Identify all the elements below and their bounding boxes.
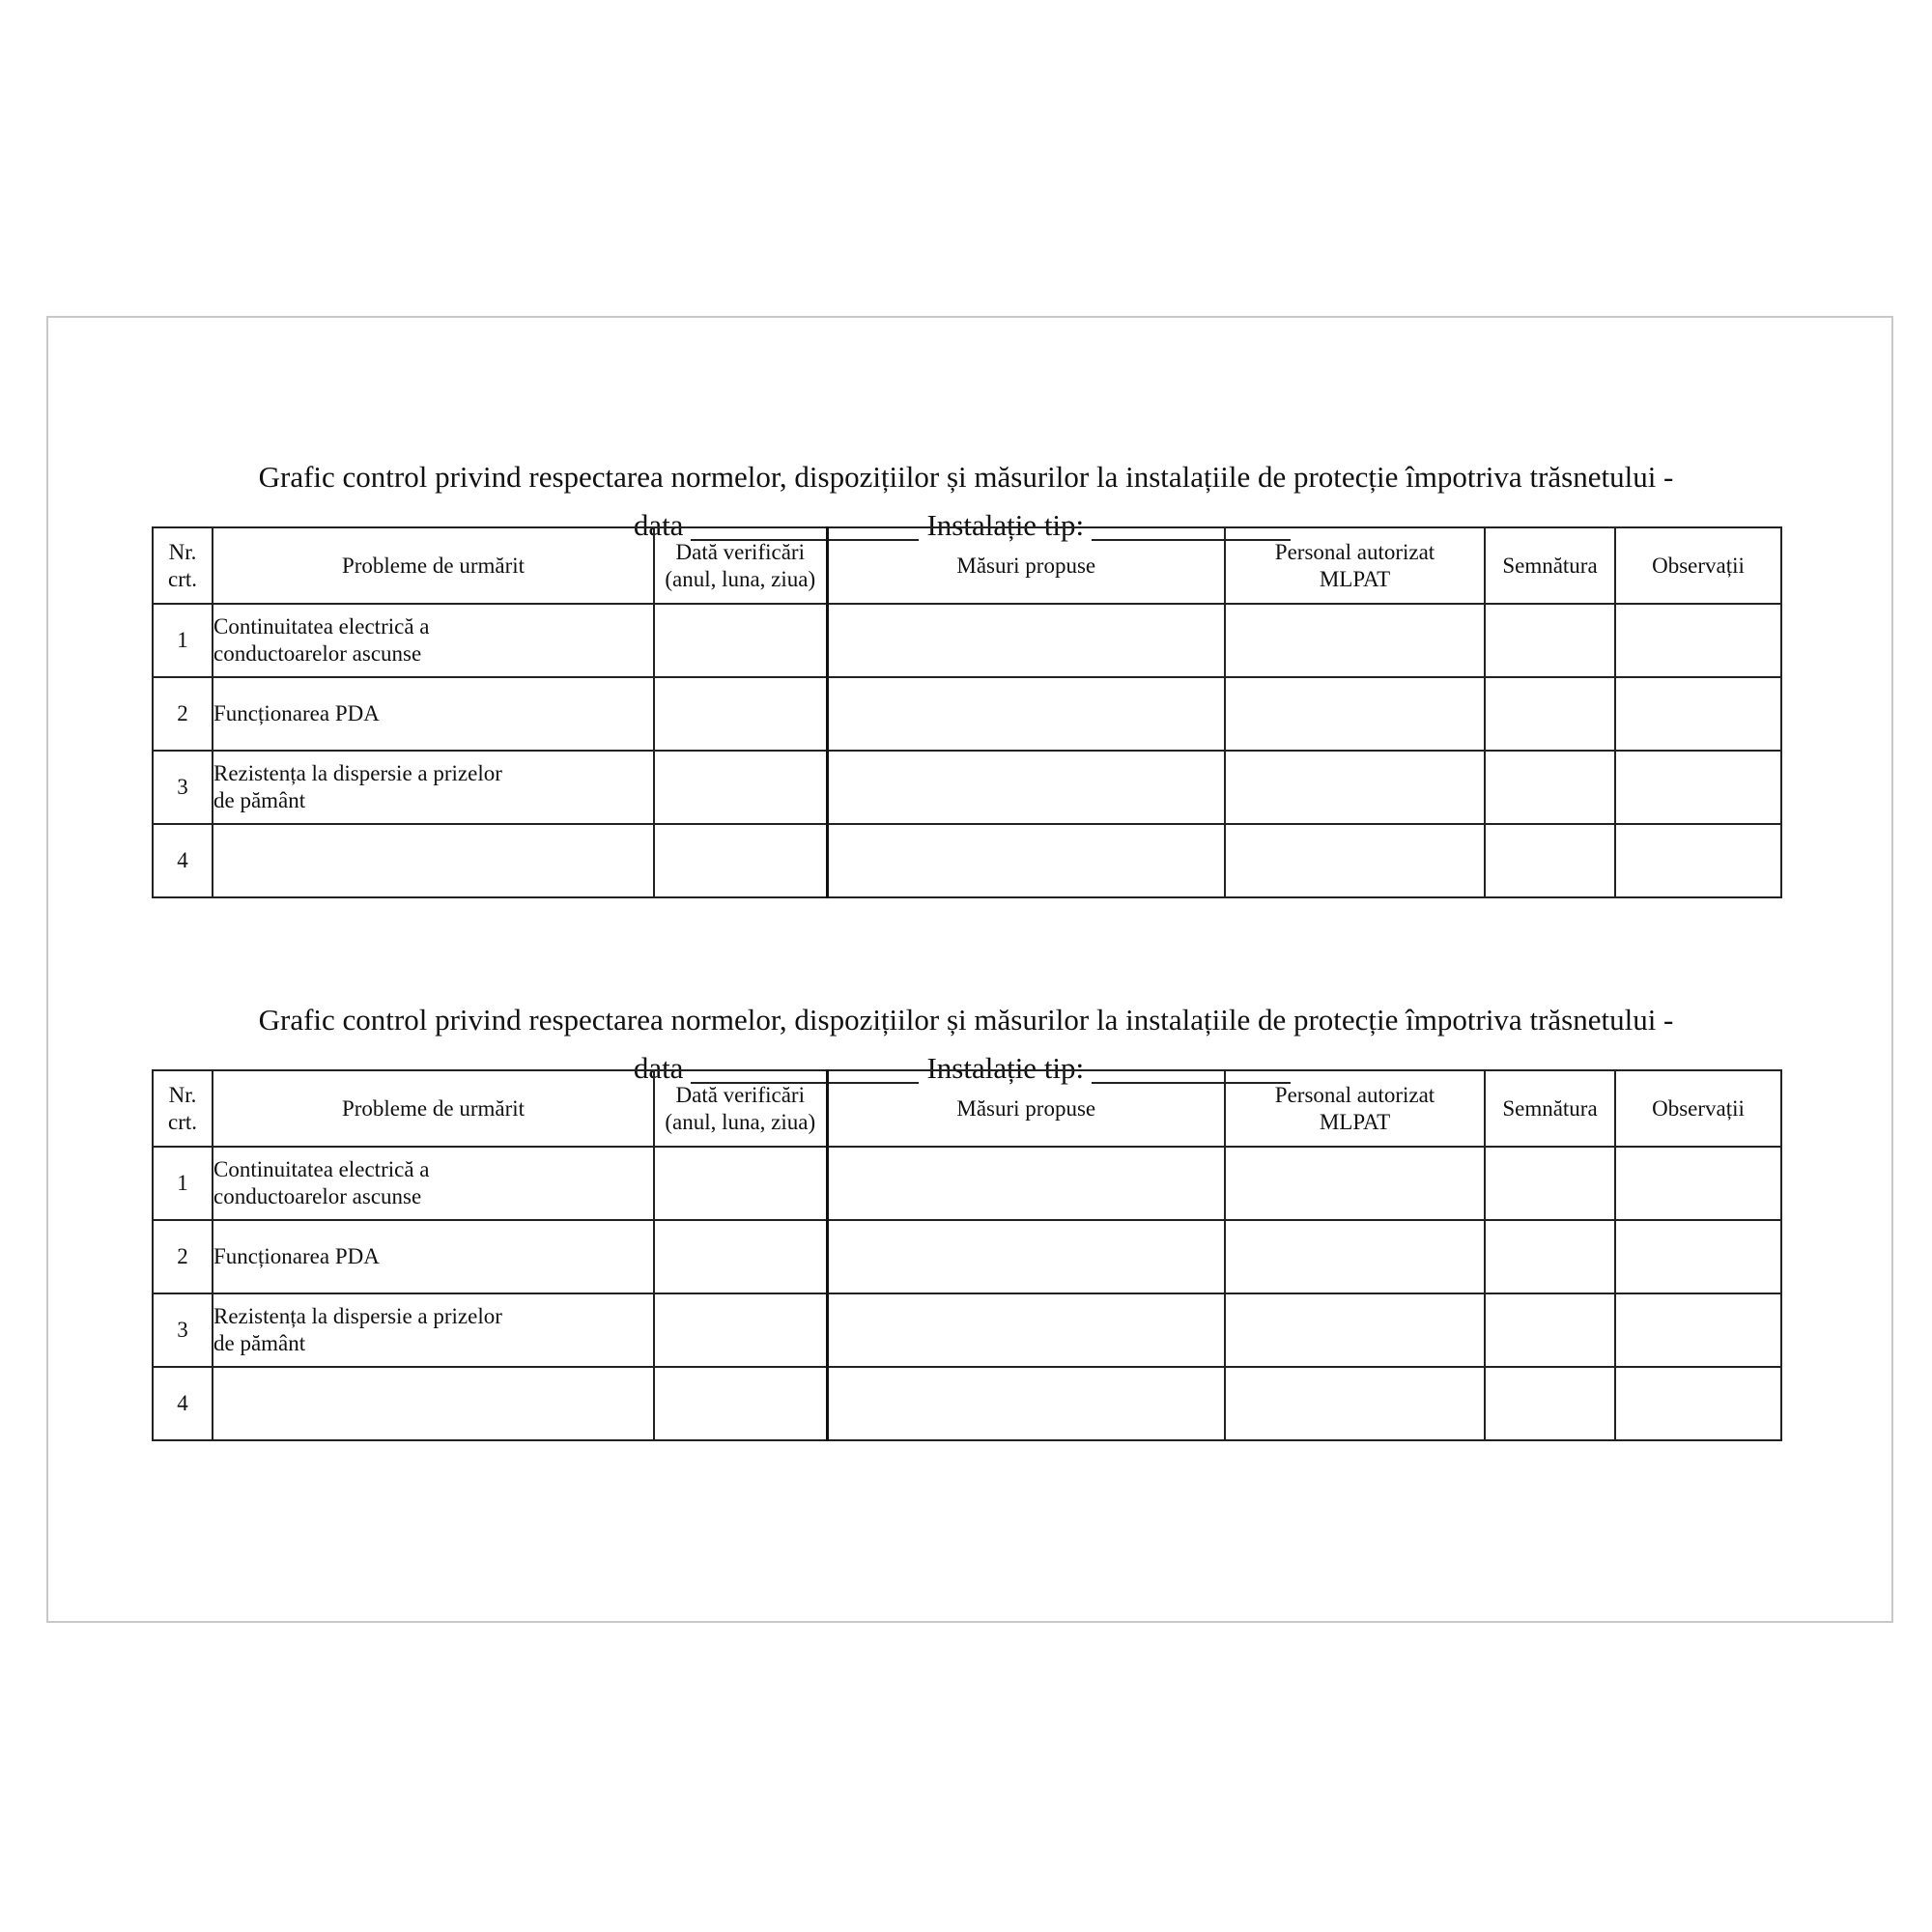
check-date-cell[interactable] bbox=[654, 1293, 827, 1367]
row-number: 4 bbox=[153, 1367, 213, 1440]
check-date-cell[interactable] bbox=[654, 1367, 827, 1440]
column-header-problems: Probleme de urmărit bbox=[213, 1070, 654, 1147]
problem-cell: Rezistența la dispersie a prizelor de pământ bbox=[213, 751, 654, 824]
signature-cell[interactable] bbox=[1485, 751, 1615, 824]
form-title: Grafic control privind respectarea normelor, dispozițiilor și măsurilor la instalațiile de protecție împotriva trăsnetului - bbox=[258, 1003, 1674, 1037]
measures-cell[interactable] bbox=[827, 677, 1225, 751]
personnel-cell[interactable] bbox=[1225, 604, 1485, 677]
measures-cell[interactable] bbox=[827, 1367, 1225, 1440]
row-number: 3 bbox=[153, 1293, 213, 1367]
measures-cell[interactable] bbox=[827, 824, 1225, 897]
signature-cell[interactable] bbox=[1485, 824, 1615, 897]
observations-cell[interactable] bbox=[1615, 1367, 1781, 1440]
control-table bbox=[152, 1069, 1782, 1441]
signature-cell[interactable] bbox=[1485, 1147, 1615, 1220]
table-row bbox=[153, 751, 1781, 824]
column-header-observations: Observații bbox=[1615, 527, 1781, 604]
row-number: 2 bbox=[153, 677, 213, 751]
signature-cell[interactable] bbox=[1485, 1293, 1615, 1367]
check-date-cell[interactable] bbox=[654, 1220, 827, 1293]
column-header-signature: Semnătura bbox=[1485, 1070, 1615, 1147]
personnel-cell[interactable] bbox=[1225, 1147, 1485, 1220]
measures-cell[interactable] bbox=[827, 1220, 1225, 1293]
signature-cell[interactable] bbox=[1485, 677, 1615, 751]
signature-cell[interactable] bbox=[1485, 604, 1615, 677]
personnel-cell[interactable] bbox=[1225, 1293, 1485, 1367]
observations-cell[interactable] bbox=[1615, 604, 1781, 677]
problem-cell[interactable] bbox=[213, 824, 654, 897]
personnel-cell[interactable] bbox=[1225, 1367, 1485, 1440]
personnel-cell[interactable] bbox=[1225, 824, 1485, 897]
problem-cell[interactable] bbox=[213, 1367, 654, 1440]
column-header-signature: Semnătura bbox=[1485, 527, 1615, 604]
row-number: 1 bbox=[153, 1147, 213, 1220]
check-date-cell[interactable] bbox=[654, 824, 827, 897]
table-row bbox=[153, 1367, 1781, 1440]
table-row bbox=[153, 1293, 1781, 1367]
check-date-cell[interactable] bbox=[654, 751, 827, 824]
observations-cell[interactable] bbox=[1615, 751, 1781, 824]
table-row bbox=[153, 1147, 1781, 1220]
observations-cell[interactable] bbox=[1615, 1293, 1781, 1367]
column-header-nr: Nr. crt. bbox=[153, 1070, 213, 1147]
table-header-row bbox=[153, 527, 1781, 604]
measures-cell[interactable] bbox=[827, 1147, 1225, 1220]
column-header-observations: Observații bbox=[1615, 1070, 1781, 1147]
row-number: 4 bbox=[153, 824, 213, 897]
date-label: data bbox=[633, 508, 684, 542]
personnel-cell[interactable] bbox=[1225, 751, 1485, 824]
observations-cell[interactable] bbox=[1615, 1147, 1781, 1220]
measures-cell[interactable] bbox=[827, 1293, 1225, 1367]
table-row bbox=[153, 1220, 1781, 1293]
row-number: 2 bbox=[153, 1220, 213, 1293]
table-header-row bbox=[153, 1070, 1781, 1147]
measures-cell[interactable] bbox=[827, 604, 1225, 677]
measures-cell[interactable] bbox=[827, 751, 1225, 824]
check-date-cell[interactable] bbox=[654, 677, 827, 751]
personnel-cell[interactable] bbox=[1225, 1220, 1485, 1293]
problem-cell: Continuitatea electrică a conductoarelor ascunse bbox=[213, 1147, 654, 1220]
column-header-personnel: Personal autorizat MLPAT bbox=[1225, 1070, 1485, 1147]
column-header-check-date: Dată verificări (anul, luna, ziua) bbox=[654, 527, 827, 604]
observations-cell[interactable] bbox=[1615, 1220, 1781, 1293]
observations-cell[interactable] bbox=[1615, 824, 1781, 897]
installation-type-label: Instalație tip: bbox=[926, 1051, 1085, 1085]
column-header-measures: Măsuri propuse bbox=[827, 527, 1225, 604]
signature-cell[interactable] bbox=[1485, 1220, 1615, 1293]
column-header-measures: Măsuri propuse bbox=[827, 1070, 1225, 1147]
table-row bbox=[153, 824, 1781, 897]
date-label: data bbox=[633, 1051, 684, 1085]
signature-cell[interactable] bbox=[1485, 1367, 1615, 1440]
personnel-cell[interactable] bbox=[1225, 677, 1485, 751]
row-number: 3 bbox=[153, 751, 213, 824]
check-date-cell[interactable] bbox=[654, 604, 827, 677]
column-header-personnel: Personal autorizat MLPAT bbox=[1225, 527, 1485, 604]
problem-cell: Continuitatea electrică a conductoarelor ascunse bbox=[213, 604, 654, 677]
problem-cell: Funcționarea PDA bbox=[213, 1220, 654, 1293]
table-row bbox=[153, 604, 1781, 677]
problem-cell: Rezistența la dispersie a prizelor de pământ bbox=[213, 1293, 654, 1367]
column-header-check-date: Dată verificări (anul, luna, ziua) bbox=[654, 1070, 827, 1147]
row-number: 1 bbox=[153, 604, 213, 677]
problem-cell: Funcționarea PDA bbox=[213, 677, 654, 751]
column-header-problems: Probleme de urmărit bbox=[213, 527, 654, 604]
check-date-cell[interactable] bbox=[654, 1147, 827, 1220]
observations-cell[interactable] bbox=[1615, 677, 1781, 751]
control-table bbox=[152, 526, 1782, 898]
form-title: Grafic control privind respectarea normelor, dispozițiilor și măsurilor la instalațiile de protecție împotriva trăsnetului - bbox=[258, 460, 1674, 494]
installation-type-label: Instalație tip: bbox=[926, 508, 1085, 542]
column-header-nr: Nr. crt. bbox=[153, 527, 213, 604]
table-row bbox=[153, 677, 1781, 751]
